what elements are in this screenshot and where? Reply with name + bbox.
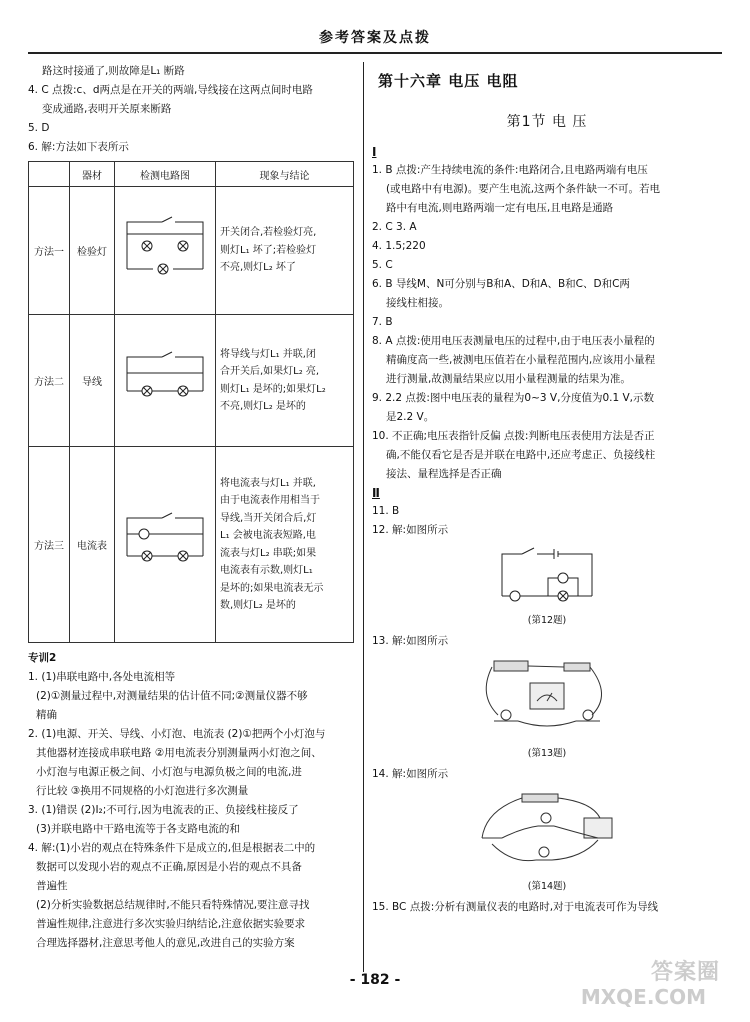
text-line: 精确度高一些,被测电压值若在小量程范围内,应该用小量程 — [386, 354, 656, 366]
tester-lamp-circuit — [117, 214, 213, 284]
chapter-title: 第十六章 电压 电阻 — [378, 72, 519, 90]
text-line: (2)①测量过程中,对测量结果的估计值不同;②测量仪器不够 — [36, 690, 308, 702]
answer-line: 13. 解:如图所示 — [372, 635, 449, 647]
result-cell — [216, 447, 354, 643]
text-line: 路这时接通了,则故障是L₁ 断路 — [42, 65, 185, 77]
figure-13 — [372, 655, 722, 743]
text-line: 6. B 导线M、N可分别与B和A、D和A、B和C、D和C两 — [372, 278, 630, 290]
method-table — [28, 161, 354, 643]
text-line: 6. 解:方法如下表所示 — [28, 141, 129, 153]
text-line: 1. B 点拨:产生持续电流的条件:电路闭合,且电路两端有电压 — [372, 164, 648, 176]
result-line: 流表与灯L₂ 串联;如果 — [220, 547, 317, 559]
table-header: 检测电路图 — [115, 162, 216, 187]
result-line: 不亮,则灯L₂ 是坏的 — [220, 401, 306, 412]
circuit-diagram-cell — [115, 315, 216, 447]
table-header — [29, 162, 70, 187]
text-line: 行比较 ③换用不同规格的小灯泡进行多次测量 — [36, 785, 249, 797]
text-line: 9. 2.2 点拨:图中电压表的量程为0~3 V,分度值为0.1 V,示数 — [372, 392, 655, 404]
answers-part-two — [372, 502, 722, 540]
text-line: 接法、量程选择是否正确 — [386, 468, 502, 480]
text-line: 11. B — [372, 505, 400, 517]
text-line: 5. D — [28, 122, 50, 134]
figure-14-caption: (第14题) — [527, 881, 567, 892]
text-line: 4. C 点拨:c、d两点是在开关的两端,导线接在这两点间时电路 — [28, 84, 313, 96]
text-line: 7. B — [372, 316, 393, 328]
text-line: 8. A 点拨:使用电压表测量电压的过程中,由于电压表小量程的 — [372, 335, 655, 347]
wire-test-circuit — [117, 349, 213, 409]
circuit-diagram-cell — [115, 447, 216, 643]
text-line: (2)分析实验数据总结规律时,不能只看特殊情况,要注意寻找 — [36, 899, 310, 911]
table-row — [29, 447, 354, 643]
text-line: 进行测量,故测量结果应以用小量程测量的结果为准。 — [386, 373, 631, 385]
text-line: 路中有电流,则电路两端一定有电压,且电路是通路 — [386, 202, 614, 214]
table-header-row — [29, 162, 354, 187]
tool-cell: 导线 — [70, 315, 115, 447]
table-header: 现象与结论 — [216, 162, 354, 187]
left-column — [28, 62, 358, 953]
text-line: 3. (1)错误 (2)I₂;不可行,因为电流表的正、负接线柱接反了 — [28, 804, 299, 816]
method-cell: 方法三 — [29, 447, 70, 643]
text-line: 精确 — [36, 709, 57, 721]
tool-cell: 电流表 — [70, 447, 115, 643]
left-top-text — [28, 62, 358, 157]
apparatus-drawing-13 — [472, 655, 622, 739]
level-two-marker: Ⅱ — [372, 486, 380, 500]
table-row — [29, 187, 354, 315]
result-cell — [216, 315, 354, 447]
page-header — [28, 26, 722, 54]
figure-13-caption: (第13题) — [527, 748, 567, 759]
result-line: 将电流表与灯L₁ 并联, — [220, 477, 316, 489]
figure-12-caption: (第12题) — [527, 615, 567, 626]
left-bottom-text — [28, 649, 358, 953]
text-line: 12. 解:如图所示 — [372, 524, 449, 536]
text-line: 接线柱相接。 — [386, 297, 449, 309]
text-line: 其他器材连接成串联电路 ②用电流表分别测量两小灯泡之间、 — [36, 747, 322, 759]
text-line: 合理选择器材,注意思考他人的意见,改进自己的实验方案 — [36, 937, 295, 949]
text-line: 4. 解:(1)小岩的观点在特殊条件下是成立的,但是根据表二中的 — [28, 842, 316, 854]
text-line: 4. 1.5;220 — [372, 240, 426, 252]
result-line: 不亮,则灯L₂ 坏了 — [220, 262, 296, 274]
circuit-diagram-cell — [115, 187, 216, 315]
text-line: 10. 不正确;电压表指针反偏 点拨:判断电压表使用方法是否正 — [372, 430, 655, 442]
result-line: 是坏的;如果电流表无示 — [220, 582, 324, 594]
text-line: 变成通路,表明开关原来断路 — [42, 103, 172, 115]
ammeter-test-circuit — [117, 510, 213, 576]
result-line: 则灯L₁ 坏了;若检验灯 — [220, 244, 317, 256]
column-divider — [363, 62, 364, 972]
table-header: 器材 — [70, 162, 115, 187]
text-line: 数据可以发现小岩的观点不正确,原因是小岩的观点不具备 — [36, 861, 302, 873]
section-title: 第1节 电 压 — [506, 114, 588, 130]
table-row — [29, 315, 354, 447]
result-line: L₁ 会被电流表短路,电 — [220, 530, 316, 541]
result-line: 导线,当开关闭合后,灯 — [220, 512, 317, 524]
result-line: 开关闭合,若检验灯亮, — [220, 227, 317, 239]
watermark-url: MXQE.COM — [580, 985, 706, 1009]
text-line: 5. C — [372, 259, 393, 271]
text-line: 小灯泡与电源正极之间、小灯泡与电源负极之间的电流,进 — [36, 766, 302, 778]
right-column — [372, 62, 722, 917]
text-line: 专训2 — [28, 652, 57, 664]
answer-line: 14. 解:如图所示 — [372, 768, 449, 780]
watermark-logo: 答案圈 — [650, 960, 720, 985]
result-line: 合开关后,如果灯L₂ 亮, — [220, 366, 320, 377]
text-line: (或电路中有电源)。要产生电流,这两个条件缺一不可。若电 — [386, 183, 661, 195]
text-line: 1. (1)串联电路中,各处电流相等 — [28, 671, 176, 683]
text-line: 是2.2 V。 — [386, 411, 435, 423]
figure-12 — [372, 544, 722, 610]
tool-cell: 检验灯 — [70, 187, 115, 315]
text-line: 2. (1)电源、开关、导线、小灯泡、电流表 (2)①把两个小灯泡与 — [28, 728, 326, 740]
level-one-marker: Ⅰ — [372, 145, 377, 159]
result-line: 电流表有示数,则灯L₁ — [220, 565, 313, 576]
result-line: 由于电流表作用相当于 — [220, 495, 320, 506]
apparatus-drawing-14 — [472, 788, 622, 872]
text-line: 2. C 3. A — [372, 221, 417, 233]
text-line: (3)并联电路中干路电流等于各支路电流的和 — [36, 823, 240, 835]
page-number: - 182 - — [349, 972, 401, 988]
method-cell: 方法一 — [29, 187, 70, 315]
result-line: 将导线与灯L₁ 并联,闭 — [220, 348, 316, 360]
answers-part-one — [372, 161, 722, 484]
text-line: 普遍性 — [36, 880, 68, 892]
answer-line: 15. BC 点拨:分析有测量仪表的电路时,对于电流表可作为导线 — [372, 901, 659, 913]
result-cell — [216, 187, 354, 315]
result-line: 数,则灯L₂ 是坏的 — [220, 600, 296, 611]
circuit-diagram-12 — [492, 544, 602, 606]
text-line: 普遍性规律,注意进行多次实验归纳结论,注意依据实验要求 — [36, 918, 306, 930]
result-line: 则灯L₁ 是坏的;如果灯L₂ — [220, 383, 326, 395]
figure-14 — [372, 788, 722, 876]
header-title: 参考答案及点拨 — [319, 30, 431, 46]
text-line: 确,不能仅看它是否是并联在电路中,还应考虑正、负接线柱 — [386, 449, 656, 461]
method-cell: 方法二 — [29, 315, 70, 447]
